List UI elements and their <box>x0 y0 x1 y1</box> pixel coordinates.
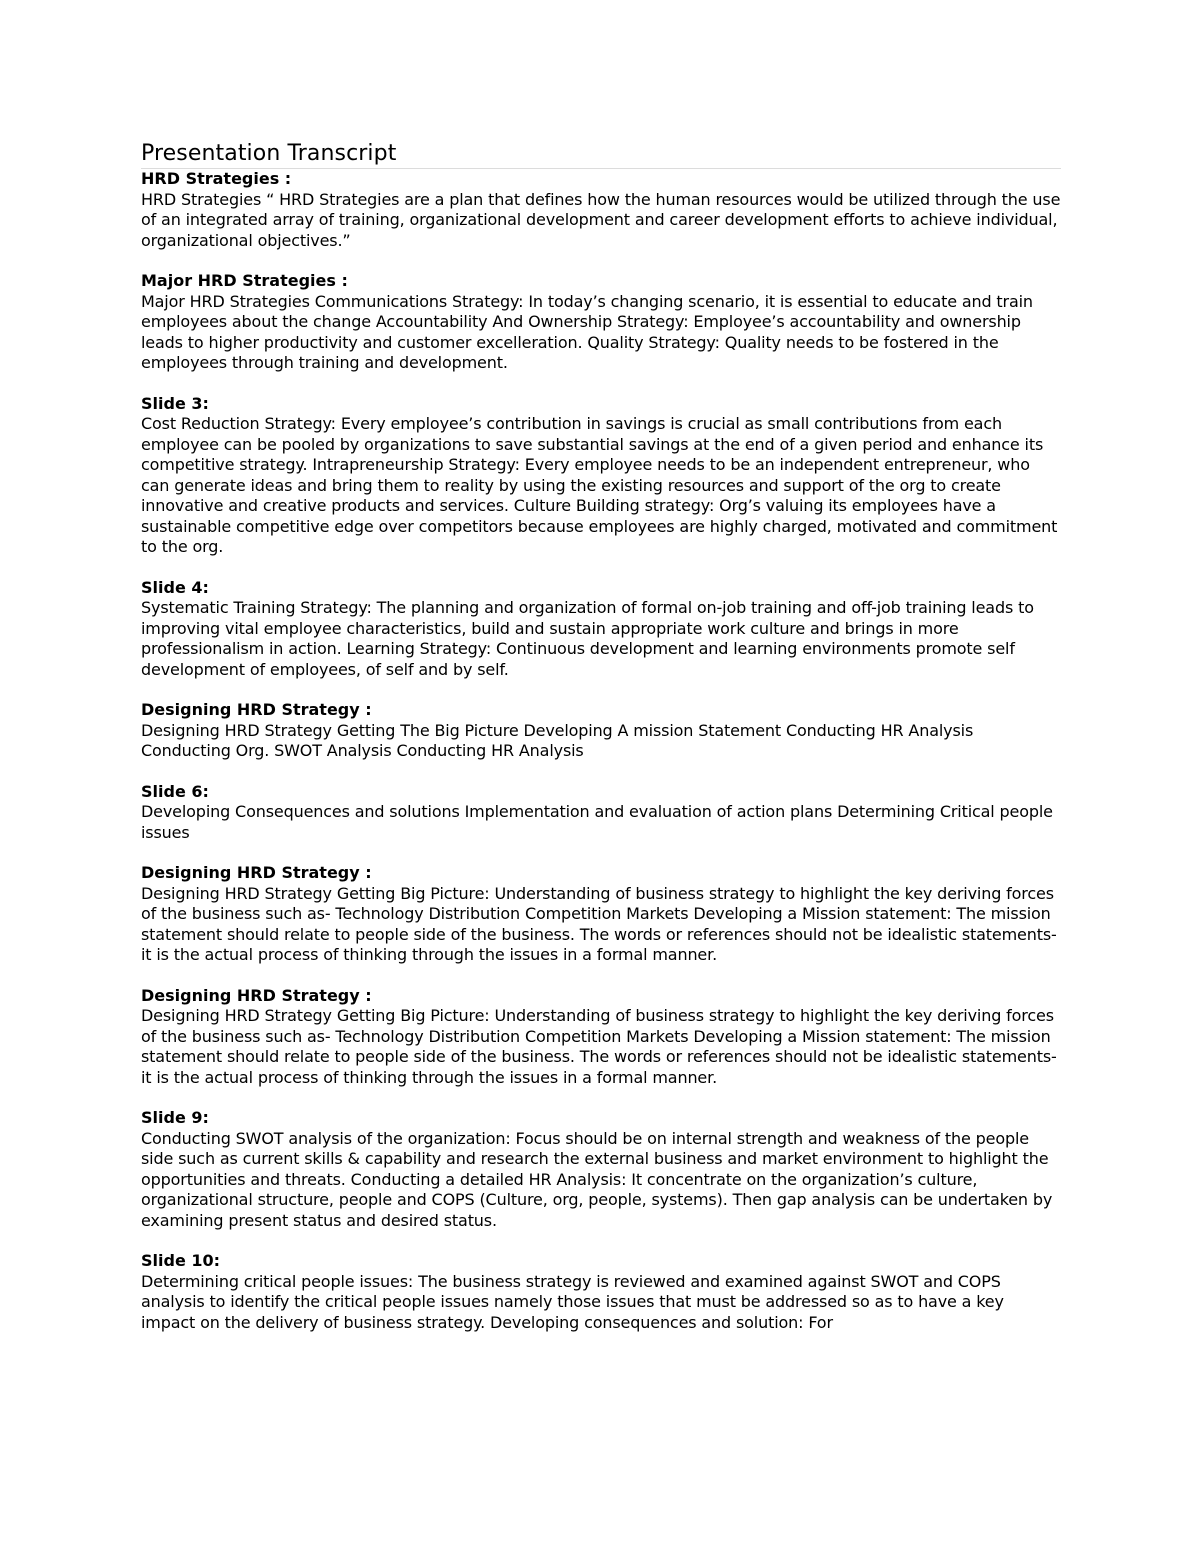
section-heading: Slide 10: <box>141 1251 221 1270</box>
section-heading: Slide 3: <box>141 393 209 413</box>
section-body: Cost Reduction Strategy: Every employee’s contribution in savings is crucial as small contributions from each employee can be pooled by organizations to save substantial savings at the end of a given period and enhance its competitive strategy. Intrapreneurship Strategy: Every employee needs to be an independent entrepreneur, who can generate ideas and bring them to reality by using the existing resources and support of the org to create innovative and creative products and services. Culture Building strategy: Org’s valuing its employees have a sustainable competitive edge over competitors because employees are highly charged, motivated and commitment to the org. <box>141 414 1058 556</box>
section-heading: Slide 4: <box>141 577 209 597</box>
document-title: Presentation Transcript <box>141 140 1061 169</box>
section-body: Systematic Training Strategy: The planning and organization of formal on-job training and off-job training leads to improving vital employee characteristics, build and sustain appropriate work culture and brings in more professionalism in action. Learning Strategy: Continuous development and learning environments promote self development of employees, of self and by self. <box>141 598 1034 679</box>
section-body: Determining critical people issues: The business strategy is reviewed and examined against SWOT and COPS analysis to identify the critical people issues namely those issues that must be addressed so as to have a key impact on the delivery of business strategy. Developing consequences and solution: For <box>141 1271 1004 1332</box>
document-page <box>141 140 1061 1353</box>
section-major-hrd-strategies <box>141 271 1061 374</box>
section-slide-6 <box>141 782 1061 844</box>
section-slide-10 <box>141 1251 1061 1333</box>
section-heading: Designing HRD Strategy : <box>141 863 372 882</box>
section-body: Designing HRD Strategy Getting The Big Picture Developing A mission Statement Conducting HR Analysis Conducting Org. SWOT Analysis Conducting HR Analysis <box>141 720 974 760</box>
section-heading: Designing HRD Strategy : <box>141 985 372 1005</box>
section-body: Conducting SWOT analysis of the organization: Focus should be on internal strength and weakness of the people side such as current skills & capability and research the external business and market environment to highlight the opportunities and threats. Conducting a detailed HR Analysis: It concentrate on the organization’s culture, organizational structure, people and COPS (Culture, org, people, systems). Then gap analysis can be undertaken by examining present status and desired status. <box>141 1128 1053 1230</box>
section-body: Designing HRD Strategy Getting Big Picture: Understanding of business strategy to highlight the key deriving forces of the business such as- Technology Distribution Competition Markets Developing a Mission statement: The mission statement should relate to people side of the business. The words or references should not be idealistic statements-it is the actual process of thinking through the issues in a formal manner. <box>141 883 1057 964</box>
section-heading: Slide 9: <box>141 1108 209 1127</box>
section-body: HRD Strategies “ HRD Strategies are a plan that defines how the human resources would be utilized through the use of an integrated array of training, organizational development and career development efforts to achieve individual, organizational objectives.” <box>141 189 1061 250</box>
section-body: Designing HRD Strategy Getting Big Picture: Understanding of business strategy to highlight the key deriving forces of the business such as- Technology Distribution Competition Markets Developing a Mission statement: The mission statement should relate to people side of the business. The words or references should not be idealistic statements-it is the actual process of thinking through the issues in a formal manner. <box>141 1006 1057 1087</box>
section-body: Developing Consequences and solutions Implementation and evaluation of action plans Determining Critical people issues <box>141 802 1053 842</box>
section-hrd-strategies <box>141 169 1061 251</box>
section-heading: Major HRD Strategies : <box>141 271 348 290</box>
section-designing-hrd-strategy-1 <box>141 700 1061 762</box>
section-slide-9 <box>141 1108 1061 1231</box>
section-slide-4 <box>141 578 1061 681</box>
section-slide-3 <box>141 394 1061 558</box>
section-heading: Designing HRD Strategy : <box>141 700 372 719</box>
section-body: Major HRD Strategies Communications Strategy: In today’s changing scenario, it is essential to educate and train employees about the change Accountability And Ownership Strategy: Employee’s accountability and ownership leads to higher productivity and customer excelleration. Quality Strategy: Quality needs to be fostered in the employees through training and development. <box>141 291 1033 372</box>
section-designing-hrd-strategy-3 <box>141 986 1061 1089</box>
section-designing-hrd-strategy-2 <box>141 863 1061 966</box>
section-heading: HRD Strategies : <box>141 169 292 188</box>
section-heading: Slide 6: <box>141 781 209 801</box>
